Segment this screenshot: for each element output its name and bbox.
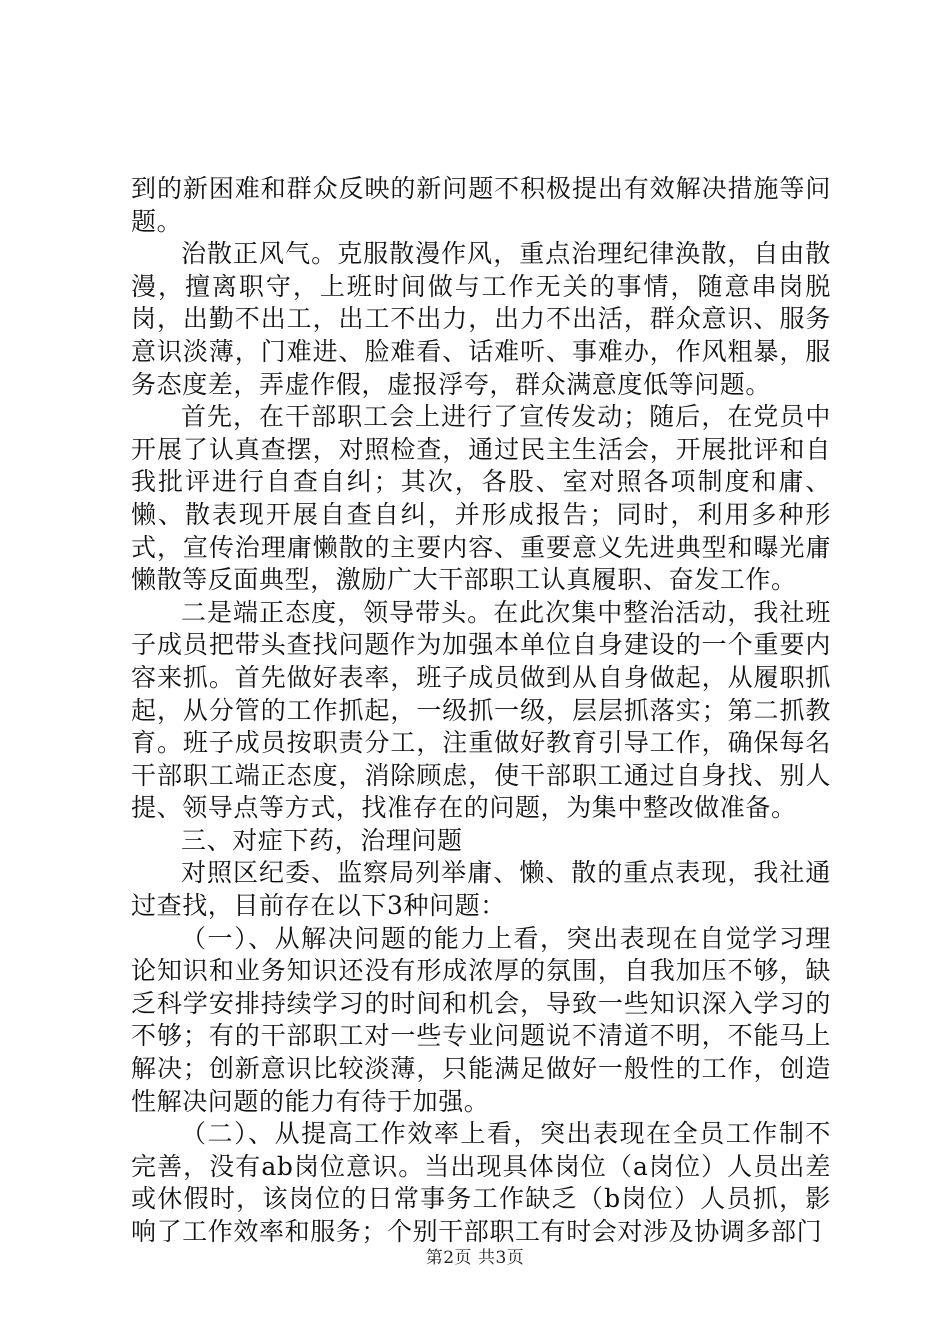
paragraph-item-1: （一）、从解决问题的能力上看，突出表现在自觉学习理论知识和业务知识还没有形成浓厚的氛围，自我加压不够，缺乏科学安排持续学习的时间和机会，导致一些知识深入学习的不够；有的干部职工对一些专业问题说不清道不明，不能马上解决；创新意识比较淡薄，只能满足做好一般性的工作，创造性解决问题的能力有待于加强。 [131, 923, 831, 1116]
paragraph-zhisan: 治散正风气。克服散漫作风，重点治理纪律涣散，自由散漫，擅离职守，上班时间做与工作无关的事情，随意串岗脱岗，出勤不出工，出工不出力，出力不出活，群众意识、服务意识淡薄，门难进、脸难看、话难听、事难办，作风粗暴，服务态度差，弄虚作假，虚报浮夸，群众满意度低等问题。 [131, 239, 831, 399]
document-body [131, 173, 831, 1249]
paragraph-duizhao: 对照区纪委、监察局列举庸、懒、散的重点表现，我社通过查找，目前存在以下3种问题： [131, 858, 831, 921]
paragraph-item-2: （二）、从提高工作效率上看，突出表现在全员工作制不完善，没有ab岗位意识。当出现具体岗位（a岗位）人员出差或休假时，该岗位的日常事务工作缺乏（b岗位）人员抓，影响了工作效率和服务；个别干部职工有时会对涉及协调多部门 [131, 1119, 831, 1246]
paragraph-continuation: 到的新困难和群众反映的新问题不积极提出有效解决措施等问题。 [131, 174, 831, 236]
page-footer: 第2页 共3页 [425, 1248, 525, 1268]
paragraph-shouxian: 首先，在干部职工会上进行了宣传发动；随后，在党员中开展了认真查摆，对照检查，通过民主生活会，开展批评和自我批评进行自查自纠；其次，各股、室对照各项制度和庸、懒、散表现开展自查自纠，并形成报告；同时，利用多种形式，宣传治理庸懒散的主要内容、重要意义先进典型和曝光庸懒散等反面典型，激励广大干部职工认真履职、奋发工作。 [131, 402, 831, 595]
paragraph-duanzheng-taidu: 二是端正态度，领导带头。在此次集中整治活动，我社班子成员把带头查找问题作为加强本单位自身建设的一个重要内容来抓。首先做好表率，班子成员做到从自身做起，从履职抓起，从分管的工作抓起，一级抓一级，层层抓落实；第二抓教育。班子成员按职责分工，注重做好教育引导工作，确保每名干部职工端正态度，消除顾虑，使干部职工通过自身找、别人提、领导点等方式，找准存在的问题，为集中整改做准备。 [131, 597, 831, 823]
section-heading-3: 三、对症下药，治理问题 [181, 825, 463, 855]
